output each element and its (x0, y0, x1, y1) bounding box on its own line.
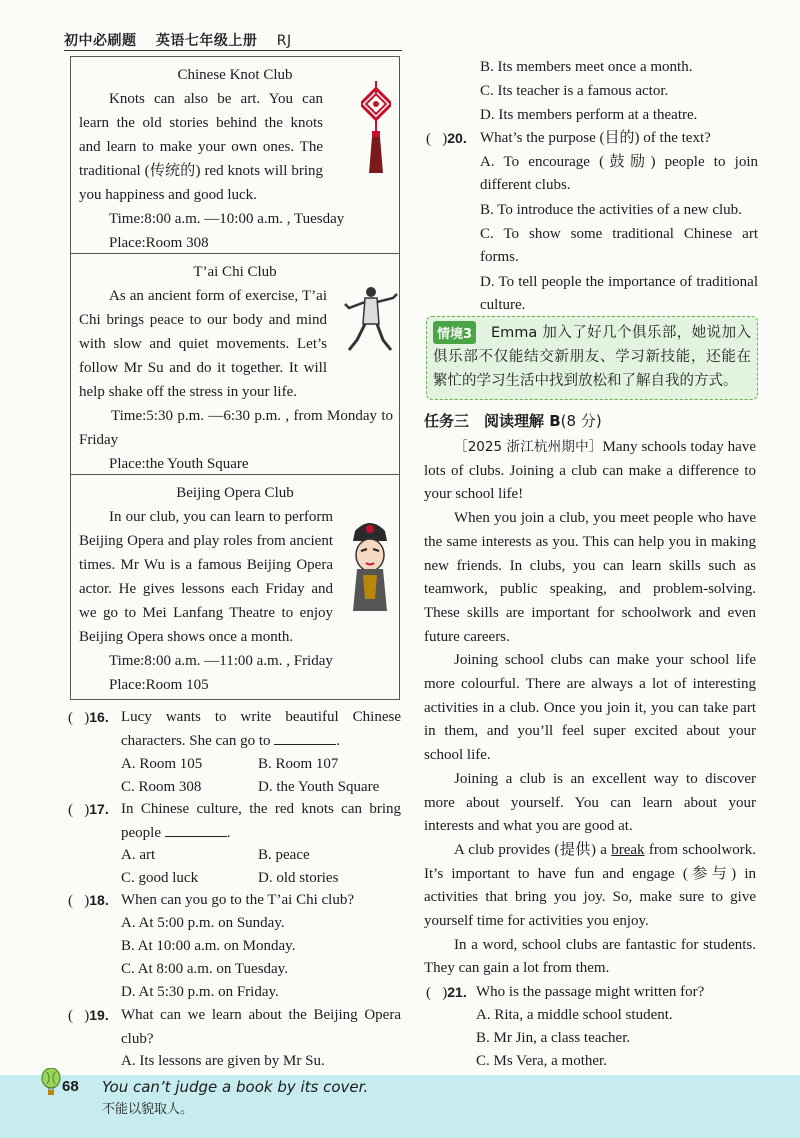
club-description: Knots can also be art. You can learn the old stories behind the knots and learn to make your own ones. The traditional (传统的) red knots will bring you happiness and good luck. (79, 91, 323, 203)
question-16-stem: Lucy wants to write beautiful Chinese characters. She can go to . (121, 709, 401, 749)
footer-quote-cn: 不能以貌取人。 (102, 1102, 194, 1117)
club-box-knot (70, 56, 400, 254)
club-box-taichi (70, 253, 400, 475)
question-18-stem: When can you go to the T’ai Chi club? (121, 892, 354, 908)
club-time: Time:5:30 p.m. —6:30 p.m. , from Monday to Friday (79, 408, 393, 448)
question-21-stem: Who is the passage might written for? (476, 984, 705, 1000)
option[interactable]: C. To show some traditional Chinese art forms. (480, 226, 758, 265)
passage-paragraph: Joining a club is an excellent way to discover more about yourself. You can learn about your interests and what you are good at. (424, 770, 756, 835)
question-17-stem: In Chinese culture, the red knots can bring people . (121, 801, 401, 841)
answer-blank[interactable] (274, 730, 336, 745)
question-17: ( )17. (68, 801, 109, 818)
opera-mask-icon (347, 519, 393, 615)
scenario-text: Emma 加入了好几个俱乐部，她说加入俱乐部不仅能结交新朋友、学习新技能，还能在繁忙的学习生活中找到放松和了解自我的方式。 (433, 325, 751, 389)
question-21: ( )21. (426, 984, 467, 1001)
subject-title: 英语七年级上册 (155, 33, 258, 49)
page-header (64, 30, 306, 50)
club-title: Chinese Knot Club (177, 67, 293, 83)
option[interactable]: A. Its lessons are given by Mr Su. (121, 1053, 325, 1069)
question-20-stem: What’s the purpose (目的) of the text? (480, 130, 711, 146)
option[interactable]: A. Rita, a middle school student. (476, 1007, 673, 1023)
option[interactable]: B. Its members meet once a month. (480, 59, 693, 75)
footer-quote-en: You can’t judge a book by its cover. (102, 1078, 369, 1096)
option[interactable]: A. At 5:00 p.m. on Sunday. (121, 915, 285, 931)
option[interactable]: C. At 8:00 a.m. on Tuesday. (121, 961, 288, 977)
edition-label: RJ (276, 33, 292, 49)
taichi-figure-icon (343, 284, 399, 356)
option[interactable]: C. Its teacher is a famous actor. (480, 83, 669, 99)
club-place: Place:Room 308 (109, 235, 209, 251)
option[interactable]: B. Room 107 (258, 756, 339, 772)
question-18: ( )18. (68, 892, 109, 909)
balloon-icon (40, 1068, 62, 1098)
passage-paragraph: A club provides (提供) a break from schoolwork. It’s important to have fun and engage (参与) in activities that bring you joy. So, make sure to give yourself time for activities you enjoy. (424, 841, 757, 930)
question-20: ( )20. (426, 130, 467, 147)
option[interactable]: C. Room 308 (121, 779, 202, 795)
underlined-word: break (611, 841, 645, 858)
scenario-tag: 情境3 (433, 321, 476, 344)
option[interactable]: B. At 10:00 a.m. on Monday. (121, 938, 296, 954)
option[interactable]: A. art (121, 847, 156, 863)
option[interactable]: D. old stories (258, 870, 339, 886)
passage-paragraph: When you join a club, you meet people who have the same interests as you. This can help you in making new friends. In clubs, you can learn skills such as teamwork, public speaking, and problem-solving. These skills are important for schoolwork and even future careers. (424, 510, 756, 645)
page-number: 68 (62, 1078, 79, 1095)
book-title: 初中必刷题 (64, 33, 137, 49)
option[interactable]: A. To encourage (鼓励) people to join different clubs. (480, 154, 758, 193)
question-19-stem: What can we learn about the Beijing Opera club? (121, 1007, 401, 1047)
option[interactable]: B. To introduce the activities of a new club. (480, 202, 742, 218)
passage-paragraph: Joining school clubs can make your school life more colourful. There are always a lot of interesting activities in a club. Once you join it, you can take part in them, and you’ll feel super excited about your school life. (424, 652, 756, 764)
club-title: Beijing Opera Club (176, 485, 294, 501)
option[interactable]: D. At 5:30 p.m. on Friday. (121, 984, 279, 1000)
option[interactable]: D. the Youth Square (258, 779, 380, 795)
club-description: As an ancient form of exercise, T’ai Chi brings peace to our body and mind with slow and quiet movements. Let’s follow Mr Su and do it together. It will help shake off the stress in your life. (79, 288, 327, 400)
club-title: T’ai Chi Club (193, 264, 277, 280)
passage-paragraph: In a word, school clubs are fantastic for students. They can gain a lot from them. (424, 936, 756, 977)
option[interactable]: B. Mr Jin, a class teacher. (476, 1030, 631, 1046)
chinese-knot-icon (361, 81, 391, 177)
club-place: Place:the Youth Square (109, 456, 249, 472)
option[interactable]: B. peace (258, 847, 310, 863)
option[interactable]: D. To tell people the importance of traditional culture. (480, 274, 758, 313)
task-heading: 任务三 阅读理解 B(8 分) (424, 412, 602, 430)
option[interactable]: D. Its members perform at a theatre. (480, 107, 698, 123)
answer-blank[interactable] (165, 822, 227, 837)
scenario-box (426, 316, 758, 400)
club-time: Time:8:00 a.m. —10:00 a.m. , Tuesday (109, 211, 345, 227)
option[interactable]: C. Ms Vera, a mother. (476, 1053, 607, 1069)
passage-source: ［2025 浙江杭州期中］ (454, 439, 603, 455)
option[interactable]: A. Room 105 (121, 756, 203, 772)
club-description: In our club, you can learn to perform Beijing Opera and play roles from ancient times. Mr Wu is a famous Beijing Opera actor. He gives lessons each Friday and we go to Mei Lanfang Theatre to enjoy Beijing Opera shows once a month. (79, 509, 333, 645)
club-place: Place:Room 105 (109, 677, 209, 693)
option[interactable]: C. good luck (121, 870, 199, 886)
club-box-opera (70, 474, 400, 700)
question-16: ( )16. (68, 709, 109, 726)
header-divider (64, 50, 402, 51)
reading-passage: ［2025 浙江杭州期中］Many schools today have lots of clubs. Joining a club can make a difference to your school life! When you join a club, you meet people who have the same interests as you. This can help you in making new friends. In clubs, you can learn skills such as teamwork, public speaking, and problem-solving. These skills are important for schoolwork and even future careers. Joining school clubs can make your school life more colourful. There are always a lot of interesting activities in a club. Once you join it, you can take part in them, and you’ll feel super excited about your school life. Joining a club is an excellent way to discover more about yourself. You can learn about your interests and what you are good at. A club provides (提供) a break from schoolwork. It’s important to have fun and engage (参与) in activities that bring you joy. So, make sure to give yourself time for activities you enjoy. In a word, school clubs are fantastic for students. They can gain a lot from them. (424, 436, 756, 981)
club-time: Time:8:00 a.m. —11:00 a.m. , Friday (109, 653, 333, 669)
question-19: ( )19. (68, 1007, 109, 1024)
